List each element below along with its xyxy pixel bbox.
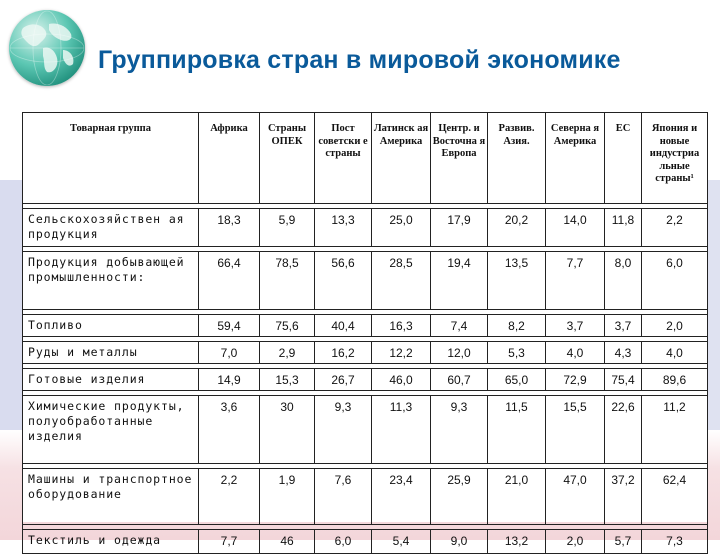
table-cell: 13,2 xyxy=(488,530,546,554)
table-cell: 56,6 xyxy=(315,252,372,310)
table-row xyxy=(23,209,708,247)
table-cell: 75,4 xyxy=(605,369,642,391)
table-cell: 5,4 xyxy=(372,530,431,554)
table-cell: 12,2 xyxy=(372,342,431,364)
table-cell: 60,7 xyxy=(431,369,488,391)
table-cell: 14,9 xyxy=(199,369,260,391)
table-cell: 19,4 xyxy=(431,252,488,310)
table-cell: 16,3 xyxy=(372,315,431,337)
table-cell: 25,0 xyxy=(372,209,431,247)
background-blue-band-right xyxy=(706,180,720,440)
table-cell: 21,0 xyxy=(488,469,546,525)
table-cell: 40,4 xyxy=(315,315,372,337)
table-cell: 4,0 xyxy=(546,342,605,364)
table-cell: 5,7 xyxy=(605,530,642,554)
table-cell: 18,3 xyxy=(199,209,260,247)
table-cell: 23,4 xyxy=(372,469,431,525)
globe-icon xyxy=(9,10,85,86)
table-cell: 59,4 xyxy=(199,315,260,337)
header-cell: Латинск ая Америка xyxy=(372,113,431,204)
table-cell: 4,3 xyxy=(605,342,642,364)
table-row xyxy=(23,315,708,337)
header-cell: Развив. Азия. xyxy=(488,113,546,204)
table-cell: 26,7 xyxy=(315,369,372,391)
table-cell: 66,4 xyxy=(199,252,260,310)
table-cell: 5,9 xyxy=(260,209,315,247)
header-cell: ЕС xyxy=(605,113,642,204)
table-cell: 1,9 xyxy=(260,469,315,525)
row-label: Машины и транспортное оборудование xyxy=(23,469,199,525)
header-cell: Товарная группа xyxy=(23,113,199,204)
table-cell: 7,7 xyxy=(199,530,260,554)
table-cell: 11,8 xyxy=(605,209,642,247)
table-cell: 6,0 xyxy=(642,252,708,310)
table-cell: 3,6 xyxy=(199,396,260,464)
table-cell: 25,9 xyxy=(431,469,488,525)
table-cell: 2,9 xyxy=(260,342,315,364)
table-cell: 5,3 xyxy=(488,342,546,364)
table-cell: 46,0 xyxy=(372,369,431,391)
table-cell: 2,0 xyxy=(546,530,605,554)
table-cell: 2,0 xyxy=(642,315,708,337)
table-cell: 28,5 xyxy=(372,252,431,310)
table-cell: 7,3 xyxy=(642,530,708,554)
header-cell: Центр. и Восточна я Европа xyxy=(431,113,488,204)
table-cell: 75,6 xyxy=(260,315,315,337)
table-cell: 2,2 xyxy=(199,469,260,525)
header-cell: Африка xyxy=(199,113,260,204)
table-cell: 11,2 xyxy=(642,396,708,464)
row-label: Руды и металлы xyxy=(23,342,199,364)
table-cell: 72,9 xyxy=(546,369,605,391)
table-row xyxy=(23,396,708,464)
table-cell: 9,3 xyxy=(431,396,488,464)
table-row xyxy=(23,469,708,525)
table-cell: 3,7 xyxy=(605,315,642,337)
table-cell: 7,0 xyxy=(199,342,260,364)
table-row xyxy=(23,342,708,364)
table-row xyxy=(23,252,708,310)
data-table xyxy=(22,112,707,548)
row-label: Готовые изделия xyxy=(23,369,199,391)
table-cell: 13,5 xyxy=(488,252,546,310)
row-label: Топливо xyxy=(23,315,199,337)
table-cell: 7,6 xyxy=(315,469,372,525)
table-cell: 4,0 xyxy=(642,342,708,364)
table-header-row xyxy=(23,113,708,204)
table-cell: 11,3 xyxy=(372,396,431,464)
table-cell: 11,5 xyxy=(488,396,546,464)
row-label: Химические продукты, полуобработанные изделия xyxy=(23,396,199,464)
table-cell: 3,7 xyxy=(546,315,605,337)
table-cell: 9,0 xyxy=(431,530,488,554)
table-cell: 15,3 xyxy=(260,369,315,391)
table-cell: 16,2 xyxy=(315,342,372,364)
table-row xyxy=(23,530,708,554)
table-cell: 14,0 xyxy=(546,209,605,247)
table-cell: 62,4 xyxy=(642,469,708,525)
table-cell: 22,6 xyxy=(605,396,642,464)
table-cell: 13,3 xyxy=(315,209,372,247)
table-cell: 30 xyxy=(260,396,315,464)
table-cell: 12,0 xyxy=(431,342,488,364)
table-cell: 7,4 xyxy=(431,315,488,337)
page-title: Группировка стран в мировой экономике xyxy=(98,46,621,74)
table-cell: 6,0 xyxy=(315,530,372,554)
table-cell: 20,2 xyxy=(488,209,546,247)
table-cell: 8,2 xyxy=(488,315,546,337)
table-cell: 2,2 xyxy=(642,209,708,247)
row-label: Текстиль и одежда xyxy=(23,530,199,554)
row-label: Сельскохозяйствен ая продукция xyxy=(23,209,199,247)
table-cell: 7,7 xyxy=(546,252,605,310)
table-cell: 89,6 xyxy=(642,369,708,391)
table-cell: 78,5 xyxy=(260,252,315,310)
table-cell: 9,3 xyxy=(315,396,372,464)
table-cell: 46 xyxy=(260,530,315,554)
header-cell: Страны ОПЕК xyxy=(260,113,315,204)
header-cell: Пост советски е страны xyxy=(315,113,372,204)
header-cell: Япония и новые индустриа льные страны¹ xyxy=(642,113,708,204)
table-cell: 37,2 xyxy=(605,469,642,525)
table-cell: 47,0 xyxy=(546,469,605,525)
header-cell: Северна я Америка xyxy=(546,113,605,204)
table-cell: 17,9 xyxy=(431,209,488,247)
table-row xyxy=(23,369,708,391)
row-label: Продукция добывающей промышленности: xyxy=(23,252,199,310)
table-cell: 8,0 xyxy=(605,252,642,310)
table-cell: 15,5 xyxy=(546,396,605,464)
table-cell: 65,0 xyxy=(488,369,546,391)
